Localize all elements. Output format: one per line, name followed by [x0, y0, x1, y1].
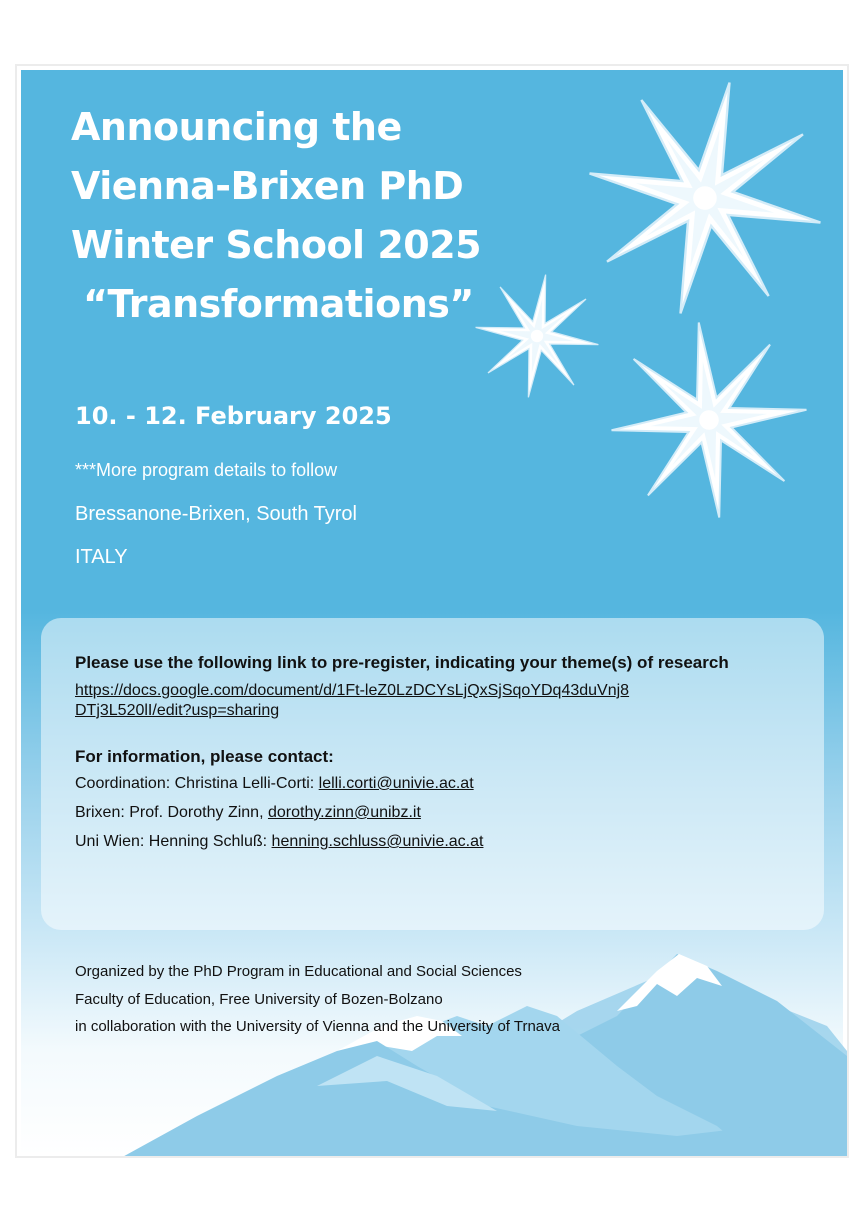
organizer-line: Faculty of Education, Free University of Bozen-Bolzano: [75, 990, 443, 1008]
title-line: Winter School 2025: [71, 223, 482, 267]
poster: [15, 64, 849, 1158]
contact-email-link[interactable]: henning.schluss@univie.ac.at: [271, 833, 484, 850]
organizer-line: in collaboration with the University of Vienna and the University of Trnava: [75, 1018, 560, 1035]
title-line: Announcing the: [71, 105, 402, 149]
organizer-line: Organized by the PhD Program in Educational and Social Sciences: [75, 963, 522, 980]
event-country: ITALY: [75, 546, 128, 568]
contact-row-brixen: [75, 798, 790, 827]
preregister-link[interactable]: https://docs.google.com/document/d/1Ft-leZ0LzDCYsLjQxSjSqoYDq43duVnj8DTj3L520lI/edit?usp=sharing: [75, 682, 630, 719]
event-location: Bressanone-Brixen, South Tyrol: [75, 503, 358, 525]
contact-heading: For information, please contact:: [75, 747, 334, 766]
contact-email-link[interactable]: dorothy.zinn@unibz.it: [267, 804, 421, 821]
details-note: ***More program details to follow: [75, 460, 338, 480]
contact-label: Brixen: Prof. Dorothy Zinn,: [75, 804, 264, 821]
contact-label: Coordination: Christina Lelli-Corti:: [75, 775, 315, 792]
organizer-credits: [75, 958, 560, 1041]
title-line: Vienna-Brixen PhD: [71, 164, 464, 208]
preregister-prompt: Please use the following link to pre-register, indicating your theme(s) of research: [75, 653, 729, 672]
contact-row-coordination: [75, 769, 790, 798]
event-dates: 10. - 12. February 2025: [75, 402, 392, 430]
contact-label: Uni Wien: Henning Schluß:: [75, 833, 268, 850]
snowflake-star-icon: [601, 312, 816, 527]
contact-row-uni-wien: [75, 827, 790, 856]
contact-email-link[interactable]: lelli.corti@univie.ac.at: [318, 775, 474, 792]
registration-info-panel: [41, 618, 824, 930]
snowflake-star-icon: [565, 66, 845, 338]
event-title: [71, 98, 541, 334]
title-line: “Transformations”: [83, 282, 474, 326]
